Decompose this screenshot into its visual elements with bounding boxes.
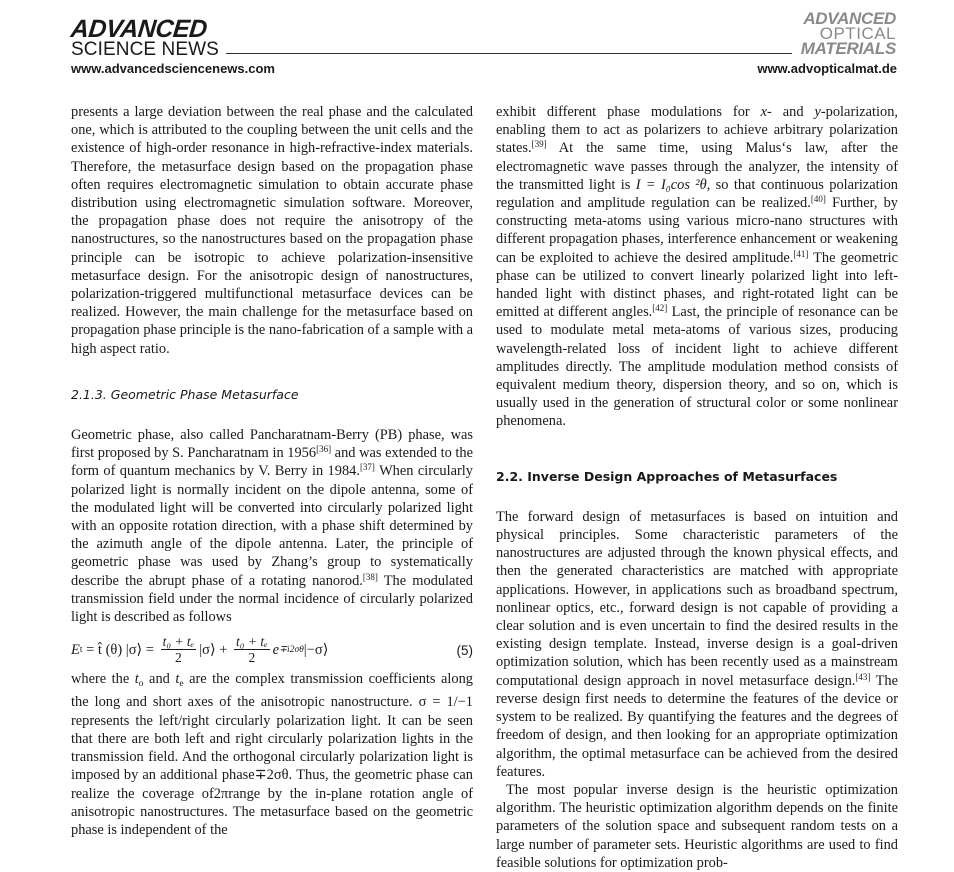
equation-number: (5) — [456, 643, 473, 659]
citation-38[interactable]: [38] — [362, 571, 378, 582]
malus-law-formula: I = I₀cos ²θ — [635, 176, 707, 193]
paragraph-heuristic-optimization: The most popular inverse design is the heuristic optimization algorithm. The heuristic optimization algorithm depends on the finite parameters of the solution space and subsequent random tests on a large number of parameter sets. Heuristic algorithms are used to find feasible solutions for optimization prob- — [496, 781, 898, 871]
fraction-2: $\frac{\text{t₀ + tₑ}}{2}$ — [236, 634, 268, 666]
citation-42[interactable]: [42] — [652, 303, 668, 314]
paragraph-forward-design: The forward design of metasurfaces is based on intuition and physical principles. Some characteristic parameters of the nanostructures are adjusted through the known physical effects, and then the generated characteristics are matched with appropriate applications. However, in applications such as broadband spectrum, nonlinear optics, etc., forward design is not capable of providing a clear solution and is even uncertain to find the desired results in the existing design template. Instead, inverse design is a goal-driven optimization solution, which has been recently used as a mainstream computational design approach in novel metasurface design.[43] The reverse design first needs to determine the features of the device or system to be realized. By quantifying the features and the degrees of freedom of design, and then looking for an appropriate optimization algorithm, the optimal metasurface can be achieved from the desired features. — [496, 508, 898, 780]
citation-37[interactable]: [37] — [359, 462, 375, 473]
paragraph-geometric-phase: Geometric phase, also called Pancharatnam-Berry (PB) phase, was first proposed by S. Pancharatnam in 1956[36] and was extended to the form of quantum mechanics by V. Berry in 1984.[37] When circularly polarized light is normally incident on the dipole antenna, some of the modulated light will be converted into circularly polarized light with an opposite rotation direction, with a phase shift determined by the azimuth angle of the dipole antenna. Later, the principle of geometric phase was used by Zhang’s group to systematically describe the abrupt phase of a rotating nanorod.[38] The modulated transmission field under the normal incidence of circularly polarized light is described as follows — [71, 427, 473, 626]
page-header — [0, 0, 954, 90]
citation-39[interactable]: [39] — [531, 139, 547, 150]
logo-line-1: ADVANCED — [69, 15, 209, 43]
paragraph-amplitude-modulation: exhibit different phase modulations for x- and y-polarization, enabling them to act as polarizers to achieve arbitrary polarization states.[39] At the same time, using Malus‘s law, after the electromagnetic wave passes through the analyzer, the intensity of the transmitted light is I = I₀cos ²θ, so that continuous polarization regulation and amplitude regulation can be realized.[40] Further, by constructing meta-atoms using various micro-nano structures with different propagation phases, interference enhancement or weakening can be exploited to achieve the desired amplitude.[41] The geometric phase can be utilized to convert linearly polarized light into left-handed light with distinct phases, and right-rotated light can be emitted at different angles.[42] Last, the principle of resonance can be used to modulate metal meta-atoms of various sizes, producing wavelength-related loss of incident light to achieve different amplitudes directly. The amplitude modulation method consists of equivalent medium theory, dispersion theory, and so on, which is usually used in the generation of structural color or some nonlinear phenomena. — [496, 104, 899, 430]
equation-5: E t = t̂ (θ) |σ⟩ = $\frac{\text{t₀ + tₑ}}{2}$ |σ⟩ + $\frac{\text{t₀ + tₑ}}{2}$ e ∓i2σθ |−σ⟩ (5) — [71, 634, 473, 666]
journal-url-left[interactable]: www.advancedsciencenews.com — [71, 61, 275, 76]
right-column — [496, 103, 898, 872]
fraction-1: $\frac{\text{t₀ + tₑ}}{2}$ — [162, 634, 195, 666]
citation-40[interactable]: [40] — [810, 194, 826, 205]
paragraph-propagation-phase: presents a large deviation between the real phase and the calculated one, which is attributed to the coupling between the unit cells and the existence of high-order resonance in high-refractive-index materials. Therefore, the metasurface design based on the propagation phase often requires electromagnetic simulation to obtain accurate phase distribution using electromagnetic simulation software. Moreover, the propagation phase does not require the anisotropy of the nanostructures, so the nanostructures based on the propagation phase principle can be isotropic to achieve polarization-insensitive metasurface design. For the anisotropic design of nanostructures, polarization-triggered multifunctional metasurface devices can be realized. However, the main challenge for the metasurface based on propagation phase principle is the nano-fabrication of a sample with a high aspect ratio. — [71, 104, 474, 357]
aom-logo-line-2: OPTICAL — [819, 24, 896, 43]
left-column — [71, 103, 473, 839]
citation-43[interactable]: [43] — [855, 671, 871, 682]
advanced-science-news-logo — [69, 15, 219, 60]
aom-logo-line-3: MATERIALS — [800, 39, 896, 58]
advanced-optical-materials-logo — [801, 11, 896, 57]
subsection-heading: 2.1.3. Geometric Phase Metasurface — [71, 386, 299, 402]
paragraph-transmission-coefficients: where the $t_o$ and $t_e$ are the complex transmission coefficients along the long and short axes of the anisotropic nanostructure. σ = 1/−1 represents the left/right circularly polarization light. It can be seen that there are both left and right circularly polarization lights in the transmission field. And the orthogonal circularly polarization light is imposed by an additional phase∓2σθ. Thus, the geometric phase can realize the coverage of2πrange by the in-plane rotation angle of anisotropic nanostructures. The metasurface based on the geometric phase is independent of the — [71, 671, 473, 838]
citation-36[interactable]: [36] — [316, 444, 332, 455]
header-divider — [226, 53, 792, 54]
journal-url-right[interactable]: www.advopticalmat.de — [757, 61, 897, 76]
citation-41[interactable]: [41] — [793, 248, 809, 259]
section-heading: 2.2. Inverse Design Approaches of Metasurfaces — [496, 468, 838, 484]
aom-logo-line-1: ADVANCED — [803, 9, 896, 28]
logo-line-2: SCIENCE NEWS — [71, 39, 219, 60]
